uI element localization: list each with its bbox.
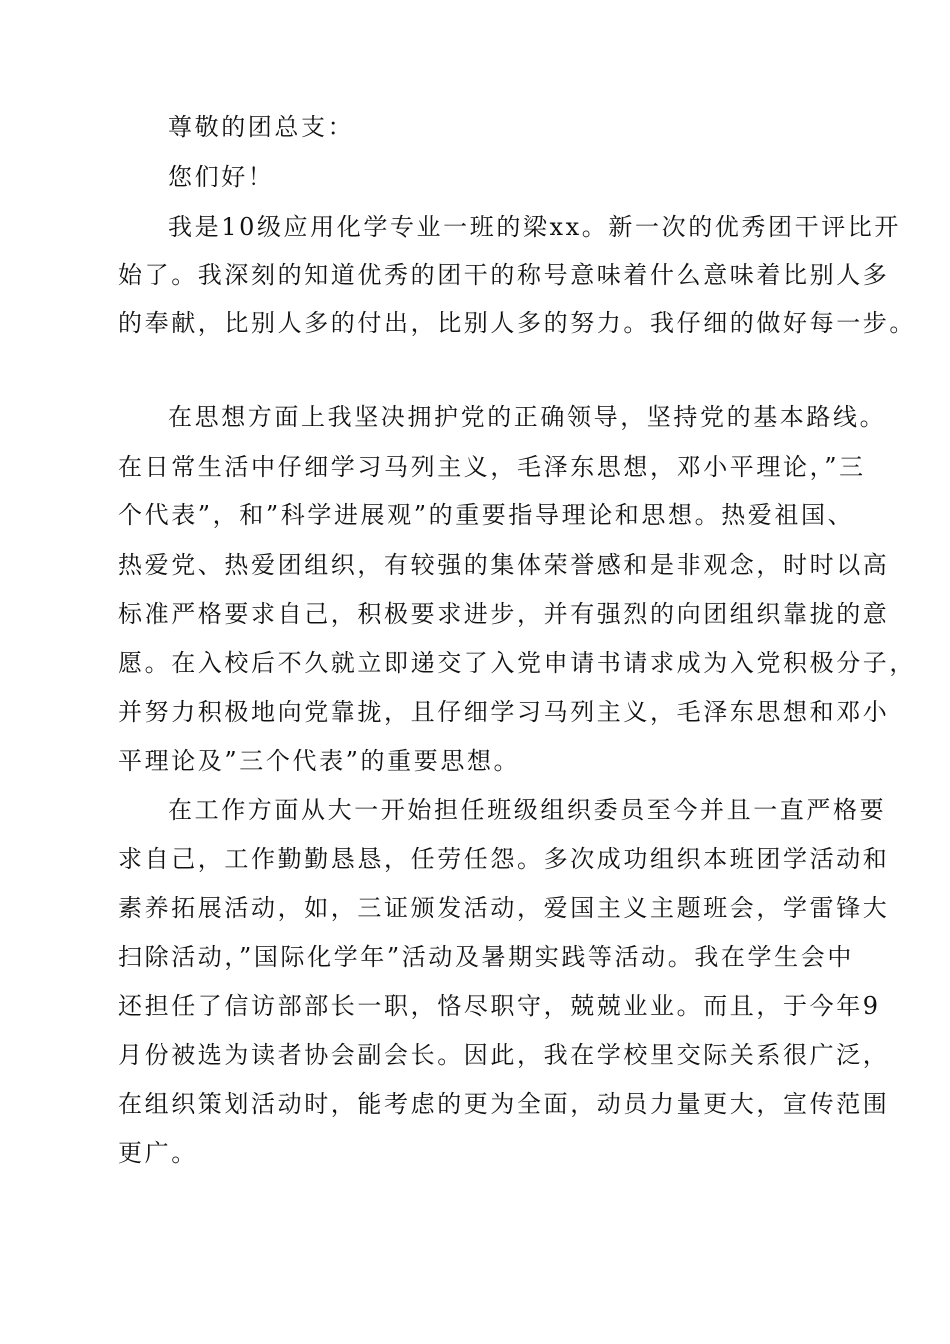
- paragraph-line: 在思想方面上我坚决拥护党的正确领导，坚持党的基本路线。: [168, 403, 887, 431]
- paragraph-line: 始了。我深刻的知道优秀的团干的称号意味着什么意味着比别人多: [118, 261, 890, 289]
- greeting: 您们好！: [168, 163, 275, 191]
- paragraph-line: 并努力积极地向党靠拢，且仔细学习马列主义，毛泽东思想和邓小: [118, 698, 890, 726]
- paragraph-line: 在日常生活中仔细学习马列主义，毛泽东思想，邓小平理论，”三: [118, 453, 866, 481]
- paragraph-line: 更广。: [118, 1139, 198, 1167]
- paragraph-line: 我是10级应用化学专业一班的梁xx。新一次的优秀团干评比开: [168, 213, 902, 241]
- paragraph-line: 愿。在入校后不久就立即递交了入党申请书请求成为入党积极分子，: [118, 649, 916, 677]
- paragraph-line: 平理论及”三个代表”的重要思想。: [118, 747, 521, 775]
- paragraph-line: 的奉献，比别人多的付出，比别人多的努力。我仔细的做好每一步。: [118, 309, 916, 337]
- paragraph-line: 在组织策划活动时，能考虑的更为全面，动员力量更大，宣传范围: [118, 1090, 890, 1118]
- salutation: 尊敬的团总支：: [168, 113, 355, 141]
- paragraph-line: 还担任了信访部部长一职，恪尽职守，兢兢业业。而且，于今年9: [118, 992, 881, 1020]
- paragraph-line: 个代表”，和”科学进展观”的重要指导理论和思想。热爱祖国、: [118, 501, 855, 529]
- paragraph-line: 扫除活动，”国际化学年”活动及暑期实践等活动。我在学生会中: [118, 943, 854, 971]
- paragraph-line: 在工作方面从大一开始担任班级组织委员至今并且一直严格要: [168, 796, 887, 824]
- paragraph-line: 月份被选为读者协会副会长。因此，我在学校里交际关系很广泛，: [118, 1041, 890, 1069]
- paragraph-line: 求自己，工作勤勤恳恳，任劳任怨。多次成功组织本班团学活动和: [118, 845, 890, 873]
- paragraph-line: 标准严格要求自己，积极要求进步，并有强烈的向团组织靠拢的意: [118, 600, 890, 628]
- paragraph-line: 素养拓展活动，如，三证颁发活动，爱国主义主题班会，学雷锋大: [118, 894, 890, 922]
- paragraph-line: 热爱党、热爱团组织，有较强的集体荣誉感和是非观念，时时以高: [118, 551, 890, 579]
